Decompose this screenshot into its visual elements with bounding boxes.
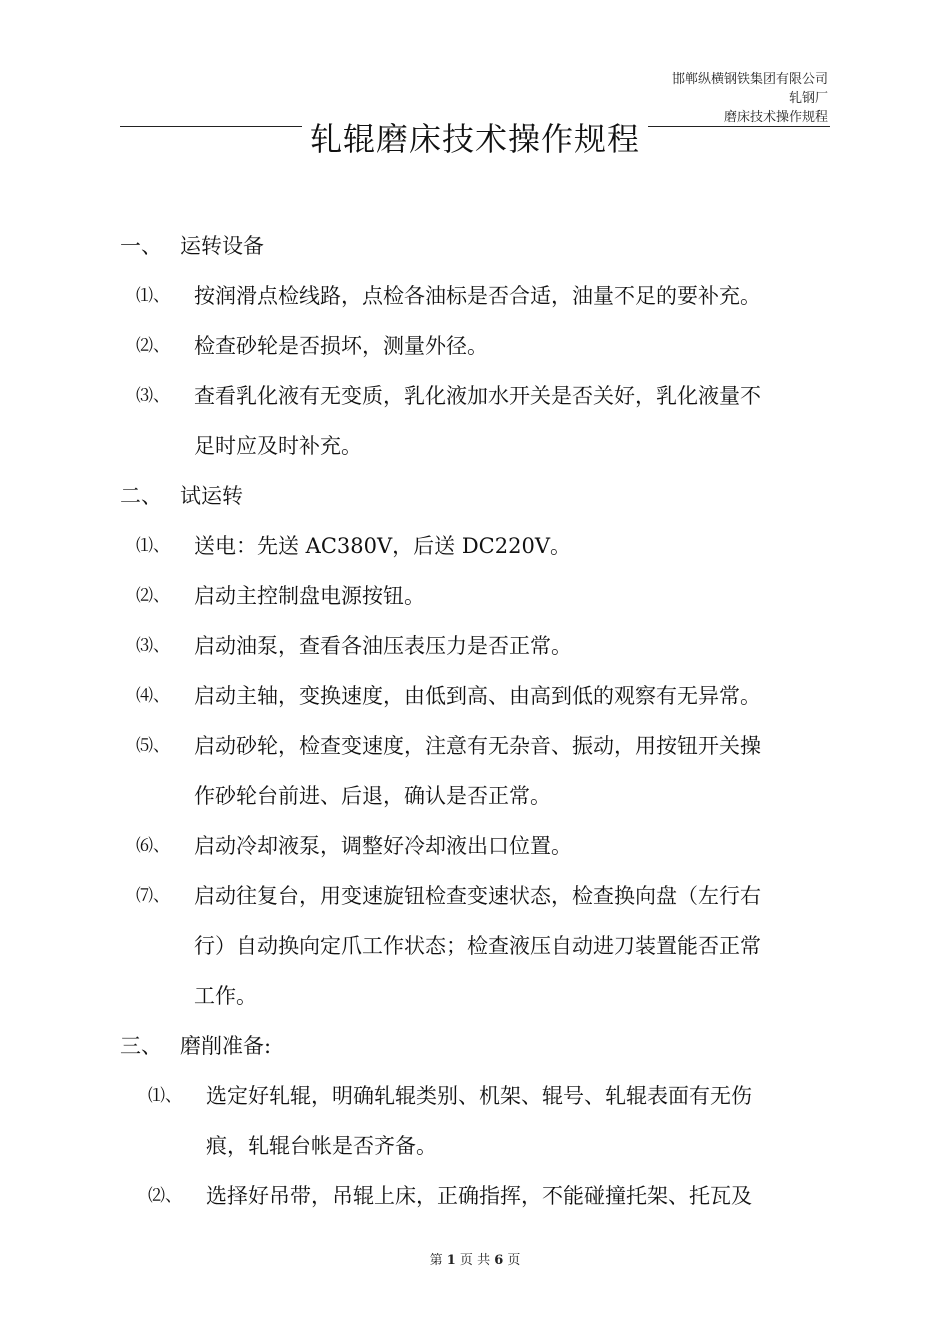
item-text: 选择好吊带，吊辊上床，正确指挥，不能碰撞托架、托瓦及 [206, 1184, 752, 1208]
section-number: 二、 [120, 484, 162, 508]
list-item [120, 1078, 832, 1128]
footer-total-word: 共 [477, 1253, 491, 1268]
item-text: 工作。 [194, 984, 257, 1008]
section-number: 三、 [120, 1034, 162, 1058]
list-item [120, 278, 832, 328]
footer-suffix: 页 [507, 1253, 521, 1268]
section-heading [120, 1028, 832, 1078]
footer-page-word: 页 [459, 1253, 473, 1268]
list-item [120, 628, 832, 678]
list-item [120, 328, 832, 378]
list-item [120, 1178, 832, 1228]
list-item-continuation [120, 1128, 832, 1178]
section-number: 一、 [120, 234, 162, 258]
section-title: 试运转 [180, 484, 243, 508]
item-text: 启动砂轮，检查变速度，注意有无杂音、振动，用按钮开关操 [194, 734, 761, 758]
item-number: ⑶、 [136, 386, 170, 406]
header-company: 邯郸纵横钢铁集团有限公司 [671, 72, 828, 87]
item-number: ⑴、 [136, 286, 170, 306]
item-text: 启动油泵，查看各油压表压力是否正常。 [194, 634, 572, 658]
header-department: 轧钢厂 [788, 91, 828, 106]
footer-prefix: 第 [429, 1253, 443, 1268]
item-text: 作砂轮台前进、后退，确认是否正常。 [194, 784, 551, 808]
page-title-text: 轧辊磨床技术操作规程 [302, 120, 648, 158]
item-number: ⑺、 [136, 886, 170, 906]
list-item [120, 528, 832, 578]
item-text: 按润滑点检线路，点检各油标是否合适，油量不足的要补充。 [194, 284, 761, 308]
item-text: 送电：先送 AC380V，后送 DC220V。 [194, 534, 571, 558]
document-body [120, 228, 832, 1228]
footer-total-pages: 6 [494, 1253, 504, 1268]
item-number: ⑶、 [136, 636, 170, 656]
list-item-continuation [120, 778, 832, 828]
item-text: 查看乳化液有无变质，乳化液加水开关是否关好，乳化液量不 [194, 384, 761, 408]
list-item [120, 578, 832, 628]
item-text: 启动往复台，用变速旋钮检查变速状态，检查换向盘（左行右 [194, 884, 761, 908]
page-title [0, 114, 950, 160]
list-item [120, 378, 832, 428]
header-doc-name: 磨床技术操作规程 [723, 110, 828, 125]
list-item [120, 728, 832, 778]
list-item [120, 878, 832, 928]
item-text: 足时应及时补充。 [194, 434, 362, 458]
item-number: ⑸、 [136, 736, 170, 756]
item-text: 检查砂轮是否损坏，测量外径。 [194, 334, 488, 358]
item-number: ⑹、 [136, 836, 170, 856]
section-heading [120, 228, 832, 278]
section-3 [120, 1028, 832, 1228]
list-item-continuation [120, 428, 832, 478]
page-footer [0, 1249, 950, 1268]
item-text: 启动主轴，变换速度，由低到高、由高到低的观察有无异常。 [194, 684, 761, 708]
item-number: ⑵、 [136, 586, 170, 606]
list-item-continuation [120, 978, 832, 1028]
section-heading [120, 478, 832, 528]
item-text: 启动冷却液泵，调整好冷却液出口位置。 [194, 834, 572, 858]
item-number: ⑵、 [136, 336, 170, 356]
section-title: 运转设备 [180, 234, 264, 258]
list-item-continuation [120, 928, 832, 978]
item-number: ⑴、 [148, 1086, 182, 1106]
item-number: ⑴、 [136, 536, 170, 556]
item-text: 选定好轧辊，明确轧辊类别、机架、辊号、轧辊表面有无伤 [206, 1084, 752, 1108]
item-text: 行）自动换向定爪工作状态；检查液压自动进刀装置能否正常 [194, 934, 761, 958]
section-title: 磨削准备: [180, 1034, 272, 1058]
item-text: 痕，轧辊台帐是否齐备。 [206, 1134, 437, 1158]
list-item [120, 678, 832, 728]
item-number: ⑷、 [136, 686, 170, 706]
item-number: ⑵、 [148, 1186, 182, 1206]
list-item [120, 828, 832, 878]
footer-page-number: 1 [446, 1253, 456, 1268]
item-text: 启动主控制盘电源按钮。 [194, 584, 425, 608]
